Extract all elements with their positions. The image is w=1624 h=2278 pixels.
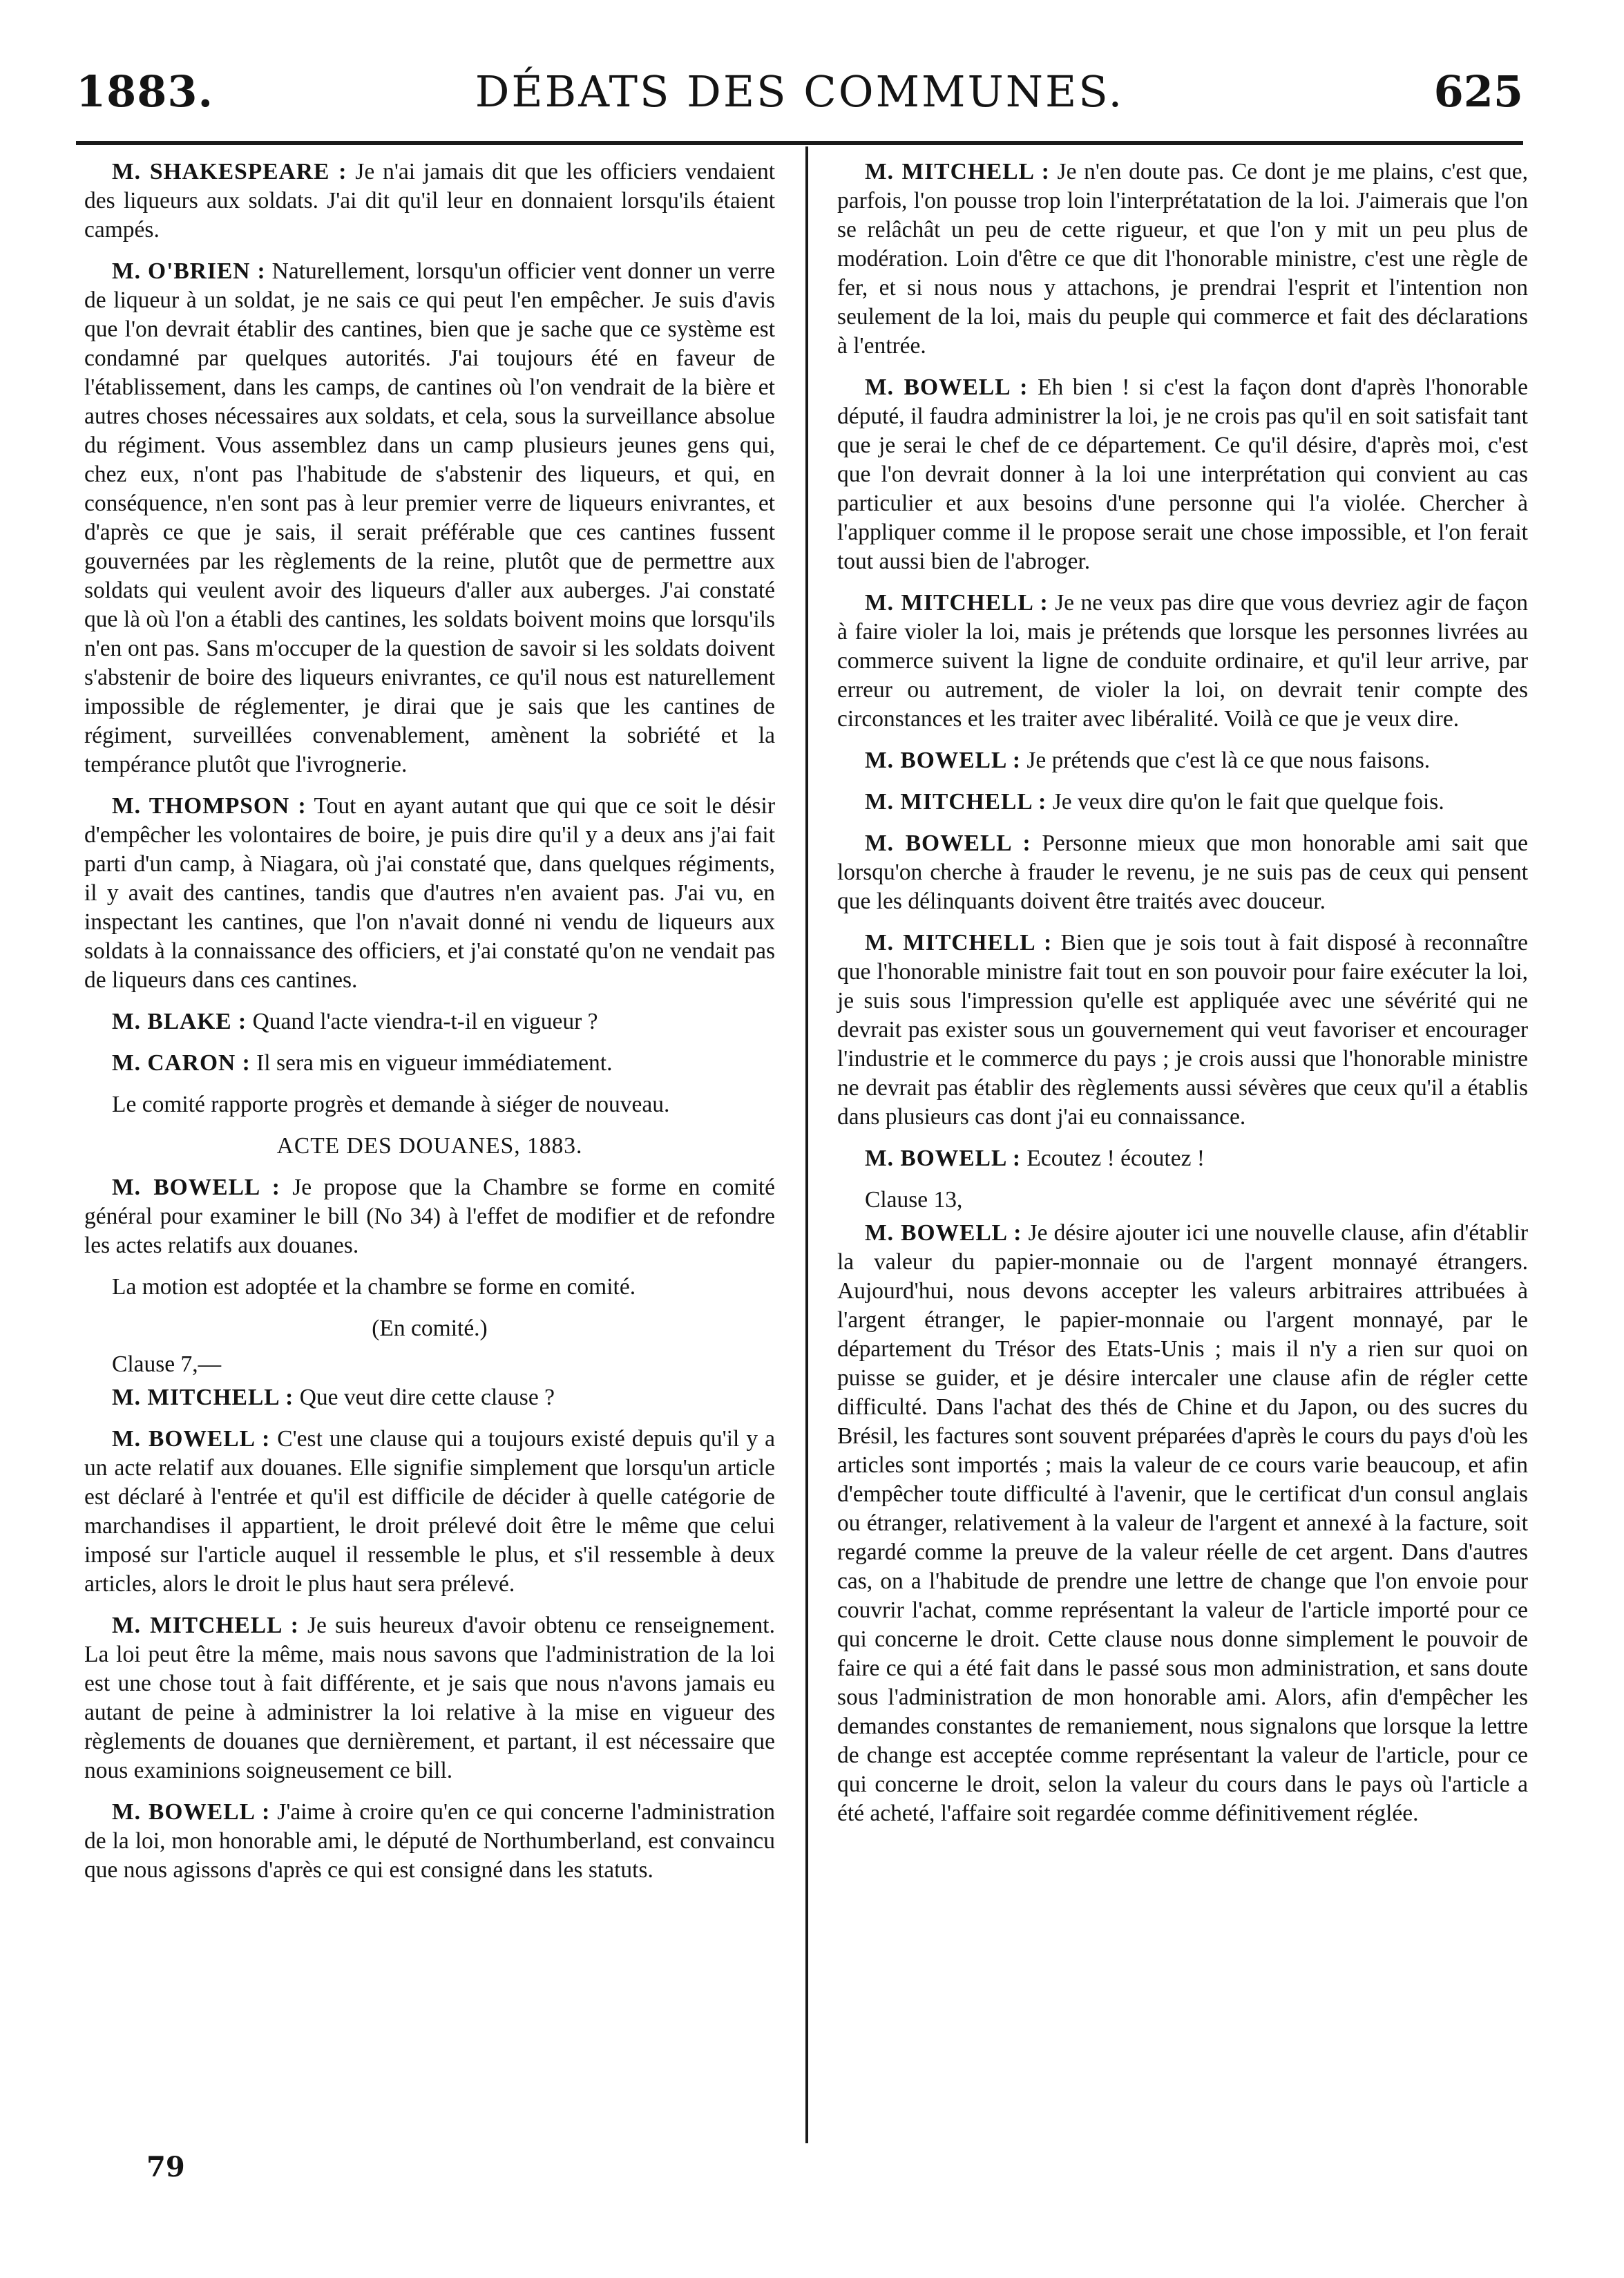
- speaker-name: M. BOWELL :: [865, 1220, 1022, 1246]
- paragraph: [837, 788, 1528, 817]
- speaker-name: M. BOWELL :: [112, 1799, 271, 1825]
- paragraph: [84, 1090, 775, 1119]
- paragraph-text: Personne mieux que mon honorable ami sait que lorsqu'on cherche à frauder le revenu, je ne suis pas de ceux qui pensent que les délinquants doivent être traités avec douceur.: [837, 830, 1528, 914]
- paragraph: [84, 257, 775, 779]
- paragraph: [84, 1273, 775, 1302]
- paragraph: [84, 1049, 775, 1078]
- paragraph: [837, 746, 1528, 775]
- paragraph-text: Que veut dire cette clause ?: [294, 1385, 555, 1410]
- paragraph-text: Il sera mis en vigueur immédiatement.: [250, 1050, 613, 1076]
- speaker-name: M. BOWELL :: [112, 1175, 280, 1200]
- speaker-name: M. MITCHELL :: [865, 789, 1047, 815]
- paragraph: [837, 929, 1528, 1132]
- clause-label: Clause 7,—: [112, 1351, 222, 1377]
- speaker-name: M. BOWELL :: [865, 748, 1021, 773]
- paragraph-text: Je suis heureux d'avoir obtenu ce renseignement. La loi peut être la même, mais nous savons que l'administration de la loi est une chose tout à fait différente, et je sais que nous n'avons jamais eu autant de peine à administrer la loi relative à la mise en vigueur des règlements de douanes que dernièrement, et partant, il est nécessaire que nous examinions soigneusement ce bill.: [84, 1613, 775, 1783]
- paragraph: [84, 1611, 775, 1785]
- in-committee-note: (En comité.): [372, 1316, 488, 1341]
- paragraph: [84, 1173, 775, 1260]
- page-header: [76, 66, 1523, 122]
- paragraph: [84, 158, 775, 245]
- speaker-name: M. BOWELL :: [112, 1426, 271, 1452]
- speaker-name: M. BOWELL :: [865, 830, 1031, 856]
- paragraph-text: Je prétends que c'est là ce que nous faisons.: [1021, 748, 1431, 773]
- paragraph: [837, 829, 1528, 916]
- paragraph-text: Je veux dire qu'on le fait que quelque fois.: [1047, 789, 1444, 815]
- paragraph-text: Quand l'acte viendra-t-il en vigueur ?: [247, 1009, 598, 1034]
- speaker-name: M. BLAKE :: [112, 1009, 247, 1034]
- paragraph: [84, 1798, 775, 1885]
- paragraph: [837, 1144, 1528, 1173]
- paragraph: [837, 158, 1528, 361]
- paragraph-text: C'est une clause qui a toujours existé depuis qu'il y a un acte relatif aux douanes. Elle signifie simplement que lorsqu'un article est déclaré à l'entrée et qu'il est difficile de décider à quelle catégorie de marchandises il appartient, le droit prélevé doit être le même que celui imposé sur l'article auquel il ressemble le plus, et s'il ressemble à deux articles, alors le droit le plus haut sera prélevé.: [84, 1426, 775, 1597]
- paragraph: [84, 792, 775, 995]
- speaker-name: M. THOMPSON :: [112, 793, 307, 819]
- paragraph-text: Ecoutez ! écoutez !: [1021, 1146, 1205, 1171]
- speaker-name: M. BOWELL :: [865, 1146, 1021, 1171]
- speaker-name: M. MITCHELL :: [112, 1385, 294, 1410]
- speaker-name: M. MITCHELL :: [865, 930, 1053, 956]
- column-divider: [805, 146, 808, 2143]
- paragraph-text: Je désire ajouter ici une nouvelle clause, afin d'établir la valeur du papier-monnaie ou de l'argent monnayé étrangers. Aujourd'hui, nous devons accepter les valeurs arbitraires attribuées à l'argent étranger, le papier-monnaie ou l'argent monnayé, par le département du Trésor des Etats-Unis ; mais il n'y a rien sur quoi on puisse se guider, et je désire intercaler une clause afin de régler cette difficulté. Dans l'achat des thés de Chine et du Japon, ou des sucres du Brésil, les factures sont souvent préparées d'après le cours du pays d'où les articles sont importés ; mais la valeur de ce cours varie beaucoup, et afin d'empêcher toute difficulté à l'avenir, que le certificat d'un consul anglais ou étranger, relativement à la valeur de l'argent et annexé à la facture, soit regardé comme la preuve de la valeur réelle de cet argent. Dans d'autres cas, on a l'habitude de prendre une lettre de change que l'on envoie pour couvrir l'achat, comme représentant la valeur de l'article importé pour ce qui concerne le droit. Cette clause nous donne simplement le pouvoir de faire ce qui a été fait dans le passé sous mon administration, et sans doute sous l'administration de mon honorable ami. Alors, afin d'empêcher les demandes constantes de remaniement, nous signalons que lorsque la lettre de change est acceptée comme représentant la valeur de l'article, pour ce qui concerne le droit, selon la valeur du cours dans le pays où l'article a été acheté, l'affaire soit regardée comme définitivement réglée.: [837, 1220, 1528, 1826]
- speaker-name: M. MITCHELL :: [865, 159, 1050, 184]
- header-page-number: 625: [1433, 66, 1523, 117]
- paragraph-text: J'aime à croire qu'en ce qui concerne l'administration de la loi, mon honorable ami, le député de Northumberland, est convaincu que nous agissons d'après ce qui est consigné dans les statuts.: [84, 1799, 775, 1883]
- header-title: DÉBATS DES COMMUNES.: [475, 66, 1125, 117]
- paragraph: [837, 589, 1528, 734]
- speaker-name: M. BOWELL :: [865, 374, 1029, 400]
- header-rule: [76, 141, 1523, 145]
- paragraph-text: Le comité rapporte progrès et demande à siéger de nouveau.: [112, 1092, 670, 1117]
- paragraph-text: Je n'en doute pas. Ce dont je me plains, c'est que, parfois, l'on pousse trop loin l'interprétatation de la loi. J'aimerais que l'on se relâchât un peu de cette rigueur, et que l'on y mit un peu plus de modération. Loin d'être ce que dit l'honorable ministre, c'est une règle de fer, et si nous nous y attachons, je prendrai l'esprit et l'intention non seulement de la loi, mais du peuple qui commerce et fait des déclarations à l'entrée.: [837, 159, 1528, 359]
- paragraph: [837, 373, 1528, 576]
- paragraph-text: La motion est adoptée et la chambre se forme en comité.: [112, 1274, 636, 1300]
- section-heading: ACTE DES DOUANES, 1883.: [276, 1133, 583, 1159]
- paragraph-text: Je ne veux pas dire que vous devriez agir de façon à faire violer la loi, mais je prétends que lorsque les personnes livrées au commerce suivent la ligne de conduite ordinaire, et qu'il leur arrive, par erreur ou autrement, de violer la loi, on devrait tenir compte des circonstances et les traiter avec libéralité. Voilà ce que je veux dire.: [837, 590, 1528, 732]
- speaker-name: M. SHAKESPEARE :: [112, 159, 347, 184]
- folio-signature: 79: [146, 2151, 185, 2183]
- paragraph-text: Tout en ayant autant que qui que ce soit le désir d'empêcher les volontaires de boire, je puis dire qu'il y a deux ans j'ai fait parti d'un camp, à Niagara, où j'ai constaté que, dans quelques régiments, il y avait des cantines, tandis que d'autres n'en avaient pas. J'ai vu, en inspectant les cantines, que l'on n'avait donné ni vendu de liqueurs aux soldats à la connaissance des officiers, et j'ai constaté qu'on ne vendait pas de liqueurs dans ces cantines.: [84, 793, 776, 993]
- left-column: [84, 158, 775, 2147]
- clause-label: Clause 13,: [865, 1187, 963, 1213]
- paragraph-text: Eh bien ! si c'est la façon dont d'après l'honorable député, il faudra administrer la loi, je ne crois pas qu'il en soit satisfait tant que je serai le chef de ce département. Ce qu'il désire, d'après moi, c'est que l'on devrait donner à la loi une interprétation qui convient au cas particulier et aux besoins d'une personne qui l'a violée. Chercher à l'appliquer comme il le propose serait une chose impossible, et l'on ferait tout aussi bien de l'abroger.: [837, 374, 1528, 574]
- header-year: 1883.: [76, 66, 214, 117]
- paragraph: [84, 1007, 775, 1036]
- paragraph: [84, 1383, 775, 1412]
- right-column: [837, 158, 1528, 2147]
- speaker-name: M. MITCHELL :: [112, 1613, 299, 1638]
- paragraph-text: Je n'ai jamais dit que les officiers vendaient des liqueurs aux soldats. J'ai dit qu'il leur en donnaient lorsqu'ils étaient campés.: [84, 159, 775, 243]
- paragraph: [84, 1425, 775, 1599]
- speaker-name: M. O'BRIEN :: [112, 258, 266, 284]
- paragraph: [837, 1219, 1528, 1828]
- speaker-name: M. MITCHELL :: [865, 590, 1049, 616]
- paragraph-text: Je propose que la Chambre se forme en comité général pour examiner le bill (No 34) à l'effet de modifier et de refondre les actes relatifs aux douanes.: [84, 1175, 775, 1258]
- paragraph-text: Naturellement, lorsqu'un officier vent donner un verre de liqueur à un soldat, je ne sais ce qui peut l'en empêcher. Je suis d'avis que l'on devrait établir des cantines, bien que je sache que ce système est condamné par quelques autorités. J'ai toujours été en faveur de l'établissement, dans les camps, de cantines où l'on vendrait de la bière et autres choses nécessaires aux soldats, et cela, sous la surveillance absolue du régiment. Vous assemblez dans un camp plusieurs jeunes gens qui, chez eux, n'ont pas l'habitude de s'abstenir des liqueurs, et qui, en conséquence, n'en sont pas à leur premier verre de liqueurs enivrantes, et d'après ce que je sais, il serait préférable que ces cantines fussent gouvernées par les règlements de la reine, plutôt que de permettre aux soldats qui veulent avoir des liqueurs d'aller aux auberges. J'ai constaté que là où l'on a établi des cantines, les soldats boivent moins que lorsqu'ils n'en ont pas. Sans m'occuper de la question de savoir si les soldats doivent s'abstenir de boire des liqueurs enivrantes, ce qu'il nous est naturellement impossible de réglementer, je dirai que je sais que les cantines de régiment, surveillées convenablement, amènent la sobriété et la tempérance plutôt que l'ivrognerie.: [84, 258, 775, 777]
- paragraph-text: Bien que je sois tout à fait disposé à reconnaître que l'honorable ministre fait tout en son pouvoir pour faire exécuter la loi, je suis sous l'impression qu'elle est appliquée avec une sévérité qui ne devrait pas exister sous un gouvernement qui veut favoriser et encourager l'industrie et le commerce du pays ; je crois aussi que l'honorable ministre ne devrait pas établir des règlements aussi sévères que ceux qu'il a établis dans plusieurs cas dont j'ai eu connaissance.: [837, 930, 1529, 1130]
- speaker-name: M. CARON :: [112, 1050, 251, 1076]
